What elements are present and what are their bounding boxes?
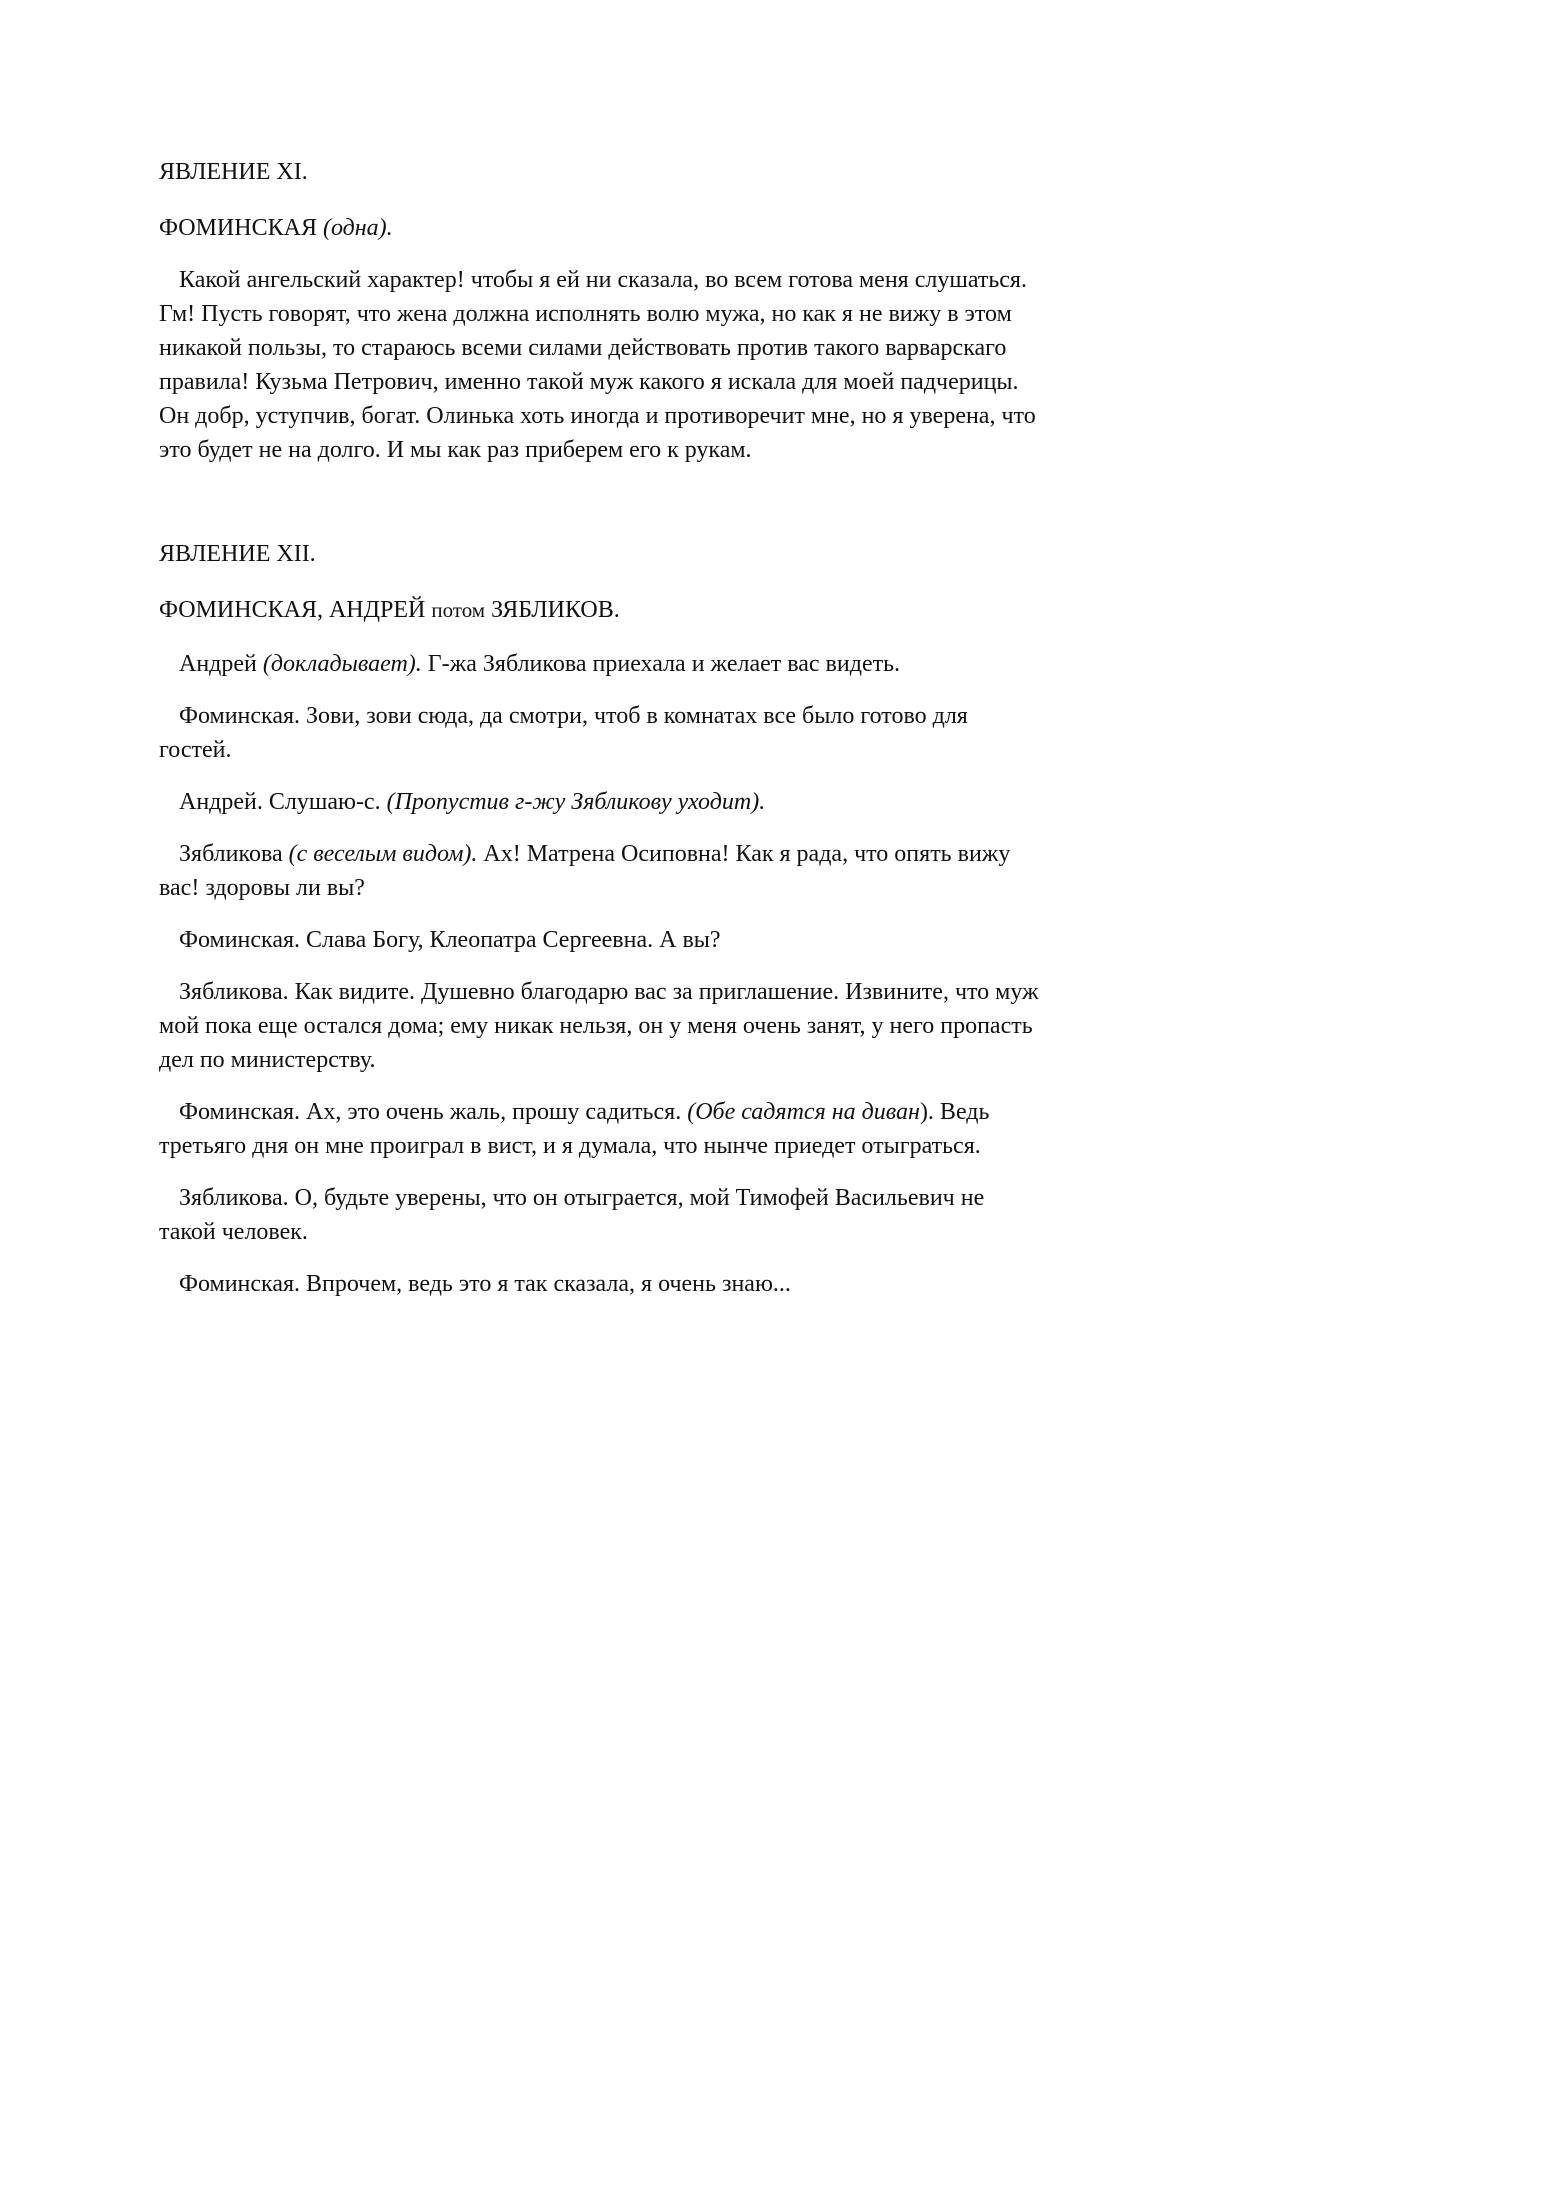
scene-heading: ЯВЛЕНИЕ XI.	[159, 159, 308, 185]
dialogue-line	[159, 837, 1039, 905]
speaker-name: Фоминская.	[179, 703, 301, 729]
speaker-name: Зябликова.	[179, 1185, 289, 1211]
line-text: Слава Богу, Клеопатра Сергеевна. А вы?	[300, 927, 721, 953]
cast-name: ФОМИНСКАЯ	[159, 215, 317, 241]
dialogue-line	[159, 647, 1039, 681]
speaker-name: Фоминская.	[179, 1099, 301, 1125]
cast-line	[159, 211, 1039, 245]
line-text: Впрочем, ведь это я так сказала, я очень знаю...	[300, 1271, 791, 1297]
dialogue-line	[159, 923, 1039, 957]
stage-direction: (докладывает).	[262, 651, 422, 677]
speaker-name: Андрей.	[179, 789, 263, 815]
line-text: Ах, это очень жаль, прошу садиться.	[300, 1099, 682, 1125]
dialogue-line	[159, 785, 1039, 819]
dialogue-line	[159, 1095, 1039, 1163]
line-text: Слушаю-с.	[262, 789, 381, 815]
speaker-name: Андрей	[179, 651, 257, 677]
line-text: Ах! Матрена Осиповна! Как я рада, что опять вижу вас! здоровы ли вы?	[159, 841, 1011, 901]
line-text: Г-жа Зябликова приехала и желает вас видеть.	[421, 651, 901, 677]
stage-direction: (одна).	[322, 215, 393, 241]
dialogue	[159, 647, 1039, 1301]
monologue-paragraph: Какой ангельский характер! чтобы я ей ни сказала, во всем готова меня слушаться. Гм! Пусть говорят, что жена должна исполнять волю мужа, но как я не вижу в этом никакой пользы, то стараюсь всеми силами действовать против такого варварскаго правила! Кузьма Петрович, именно такой муж какого я искала для моей падчерицы. Он добр, уступчив, богат. Олинька хоть иногда и противоречит мне, но я уверена, что это будет не на долго. И мы как раз приберем его к рукам.	[159, 267, 1036, 463]
cast-line	[159, 593, 1039, 627]
stage-direction: (Обе садятся на диван	[687, 1099, 920, 1125]
dialogue-line	[159, 975, 1039, 1077]
line-text-continued: ). Ведь третьяго дня он мне проиграл в вист, и я думала, что нынче приедет отыграться.	[159, 1099, 990, 1159]
cast-connector: потом	[431, 598, 486, 622]
line-text: О, будьте уверены, что он отыграется, мой Тимофей Васильевич не такой человек.	[159, 1185, 985, 1245]
cast-name: ЗЯБЛИКОВ.	[491, 597, 620, 623]
speaker-name: Зябликова.	[179, 979, 289, 1005]
dialogue-line	[159, 699, 1039, 767]
line-text: Зови, зови сюда, да смотри, чтоб в комнатах все было готово для гостей.	[159, 703, 968, 763]
cast-names: ФОМИНСКАЯ, АНДРЕЙ	[159, 597, 426, 623]
speaker-name: Зябликова	[179, 841, 283, 867]
speaker-name: Фоминская.	[179, 1271, 301, 1297]
line-text: Как видите. Душевно благодарю вас за приглашение. Извините, что муж мой пока еще остался дома; ему никак нельзя, он у меня очень занят, у него пропасть дел по министерству.	[159, 979, 1039, 1073]
stage-direction: (Пропустив г-жу Зябликову уходит).	[386, 789, 766, 815]
speaker-name: Фоминская.	[179, 927, 301, 953]
dialogue-line	[159, 1267, 1039, 1301]
dialogue-line	[159, 1181, 1039, 1249]
stage-direction: (с веселым видом).	[288, 841, 478, 867]
play-text	[159, 155, 1039, 1301]
scene-heading: ЯВЛЕНИЕ XII.	[159, 541, 316, 567]
